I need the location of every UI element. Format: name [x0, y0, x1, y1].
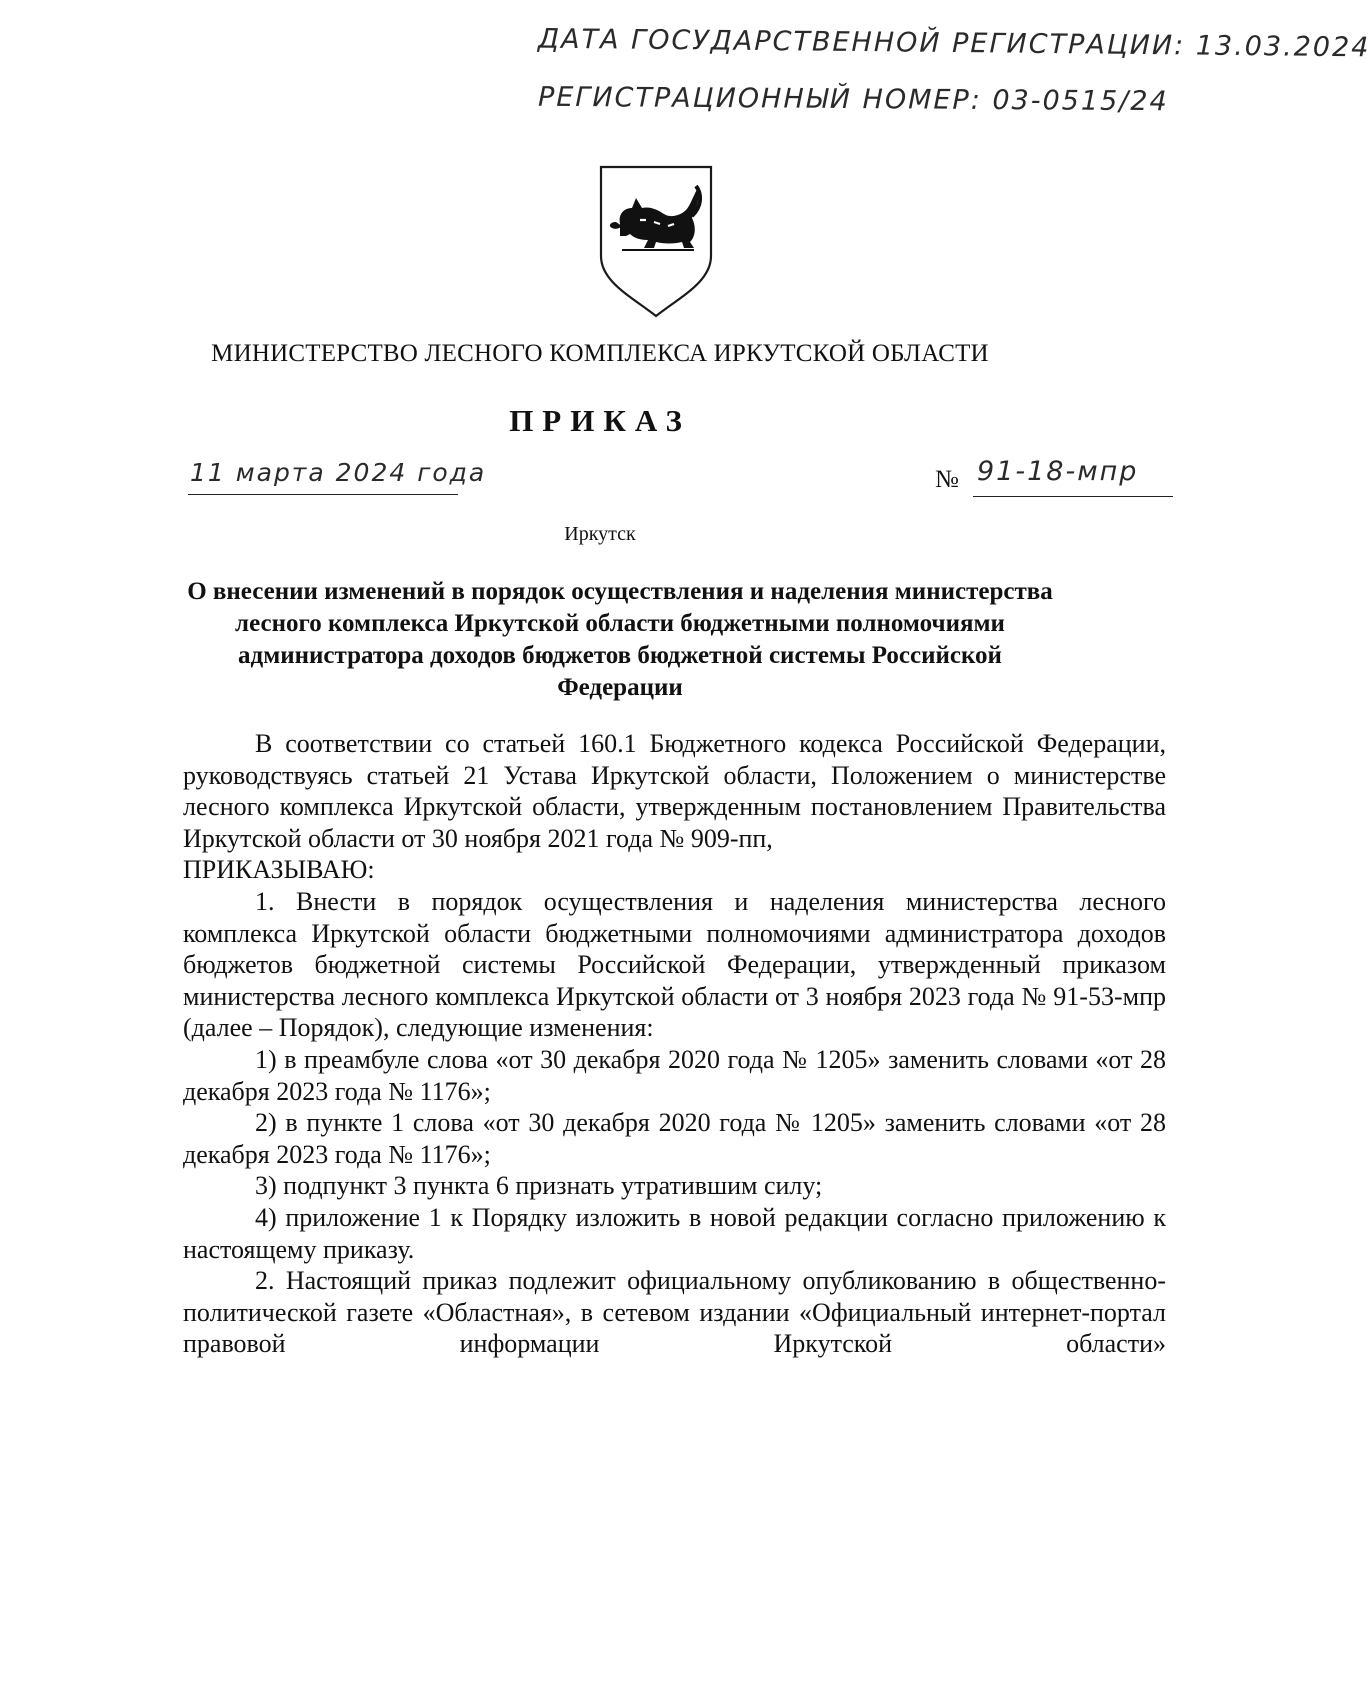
preamble-paragraph: В соответствии со статьей 160.1 Бюджетного кодекса Российской Федерации, руководствуясь статьей 21 Устава Иркутской области, Положением о министерстве лесного комплекса Иркутской области, утвержденным постановлением Правительства Иркутской области от 30 ноября 2021 года № 909-пп,	[183, 729, 1166, 853]
clause-1-paragraph: 1. Внести в порядок осуществления и наделения министерства лесного комплекса Иркутской области бюджетными полномочиями администратора доходов бюджетов бюджетной системы Российской Федерации, утвержденный приказом министерства лесного комплекса Иркутской области от 3 ноября 2023 года № 91-53-мпр (далее – Порядок), следующие изменения:	[183, 886, 1166, 1043]
subclause-3-paragraph: 3) подпункт 3 пункта 6 признать утратившим силу;	[255, 1171, 823, 1201]
subclause-4-paragraph: 4) приложение 1 к Порядку изложить в новой редакции согласно приложению к настоящему приказу.	[183, 1202, 1166, 1264]
order-word: ПРИКАЗЫВАЮ:	[183, 855, 375, 885]
order-body	[183, 728, 1166, 1360]
order-number-handwritten: 91-18-мпр	[977, 456, 1139, 487]
clause-2-paragraph: 2. Настоящий приказ подлежит официальному опубликованию в общественно-политической газете «Областная», в сетевом издании «Официальный интернет-портал правовой информации Иркутской области»	[183, 1266, 1166, 1359]
city-name: Иркутск	[564, 523, 636, 545]
number-sign: №	[935, 466, 959, 493]
order-date-handwritten: 11 марта 2024 года	[190, 458, 487, 487]
registration-date-handwritten: ДАТА ГОСУДАРСТВЕННОЙ РЕГИСТРАЦИИ: 13.03.2024	[537, 23, 1371, 64]
ministry-name: МИНИСТЕРСТВО ЛЕСНОГО КОМПЛЕКСА ИРКУТСКОЙ ОБЛАСТИ	[211, 340, 989, 367]
order-number-line	[973, 456, 1173, 497]
document-type: ПРИКАЗ	[509, 403, 691, 438]
subclause-2-paragraph: 2) в пункте 1 слова «от 30 декабря 2020 года № 1205» заменить словами «от 28 декабря 2023 года № 1176»;	[183, 1108, 1166, 1169]
subclause-1-paragraph: 1) в преамбуле слова «от 30 декабря 2020 года № 1205» заменить словами «от 28 декабря 2023 года № 1176»;	[183, 1044, 1166, 1106]
order-date-field	[188, 458, 487, 495]
registration-number-handwritten: РЕГИСТРАЦИОННЫЙ НОМЕР: 03-0515/24	[537, 81, 1169, 118]
irkutsk-coat-of-arms-babr-icon	[598, 164, 714, 319]
order-heading: О внесении изменений в порядок осуществления и наделения министерства лесного комплекса Иркутской области бюджетными полномочиями администратора доходов бюджетов бюджетной системы Российской Федерации	[187, 578, 1053, 701]
